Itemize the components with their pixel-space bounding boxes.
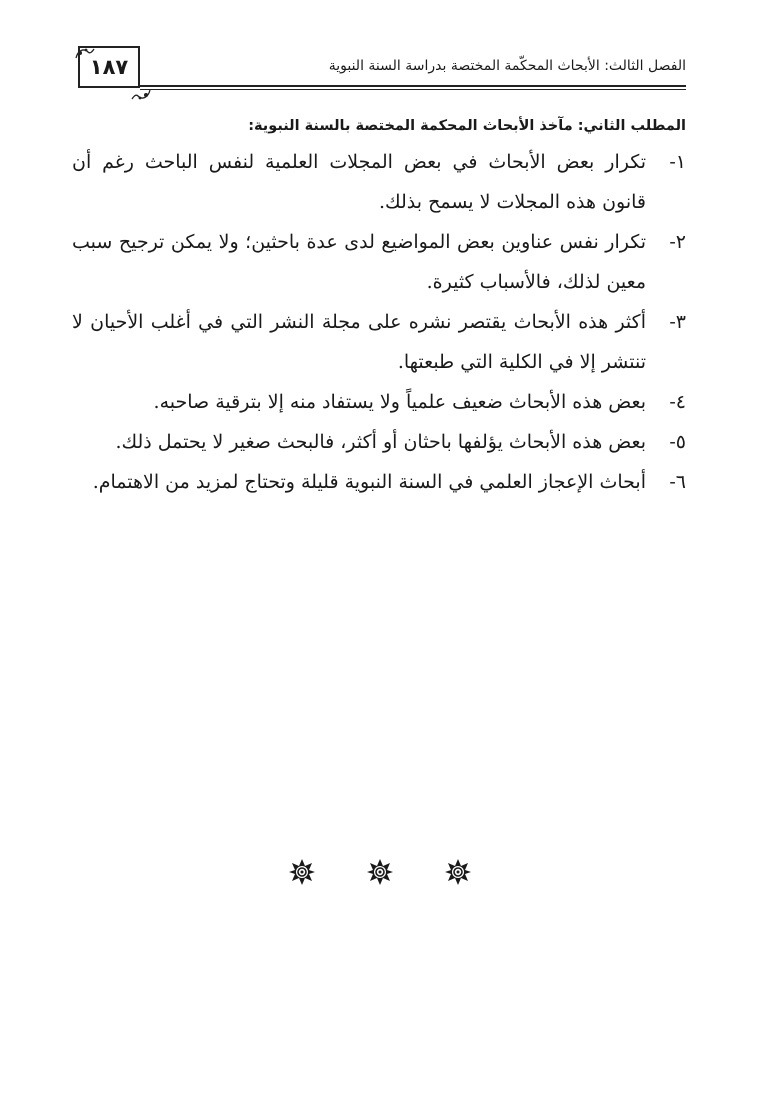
criticism-list bbox=[72, 142, 686, 502]
list-item bbox=[72, 462, 686, 502]
list-item-text: بعض هذه الأبحاث ضعيف علمياً ولا يستفاد منه إلا بترقية صاحبه. bbox=[153, 391, 646, 413]
section-heading: المطلب الثاني: مآخذ الأبحاث المحكمة المختصة بالسنة النبوية: bbox=[248, 118, 686, 134]
header-rule bbox=[140, 85, 686, 87]
header-rule bbox=[140, 89, 686, 90]
list-item-number: ٢- bbox=[669, 231, 686, 253]
list-item-text: أكثر هذه الأبحاث يقتصر نشره على مجلة النشر التي في أغلب الأحيان لا تنتشر إلا في الكلية التي طبعتها. bbox=[72, 311, 646, 373]
star-ornament-icon bbox=[366, 858, 394, 886]
list-item bbox=[72, 302, 686, 382]
running-title: الفصل الثالث: الأبحاث المحكّمة المختصة بدراسة السنة النبوية bbox=[328, 58, 686, 74]
section-end-divider bbox=[0, 858, 760, 886]
list-item-text: بعض هذه الأبحاث يؤلفها باحثان أو أكثر، فالبحث صغير لا يحتمل ذلك. bbox=[115, 431, 646, 453]
list-item-text: تكرار بعض الأبحاث في بعض المجلات العلمية لنفس الباحث رغم أن قانون هذه المجلات لا يسمح بذلك. bbox=[72, 151, 646, 213]
page-number: ١٨٧ bbox=[89, 55, 129, 79]
list-item bbox=[72, 222, 686, 302]
list-item bbox=[72, 142, 686, 222]
page-number-box bbox=[78, 46, 140, 88]
page-header bbox=[74, 40, 686, 94]
list-item-number: ٦- bbox=[669, 471, 686, 493]
list-item-number: ٣- bbox=[669, 311, 686, 333]
list-item-number: ٤- bbox=[669, 391, 686, 413]
list-item-number: ٥- bbox=[669, 431, 686, 453]
list-item-text: تكرار نفس عناوين بعض المواضيع لدى عدة باحثين؛ ولا يمكن ترجيح سبب معين لذلك، فالأسباب كثيرة. bbox=[72, 231, 646, 293]
star-ornament-icon bbox=[288, 858, 316, 886]
list-item bbox=[72, 422, 686, 462]
star-ornament-icon bbox=[444, 858, 472, 886]
list-item-number: ١- bbox=[669, 151, 686, 173]
list-item-text: أبحاث الإعجاز العلمي في السنة النبوية قليلة وتحتاج لمزيد من الاهتمام. bbox=[92, 471, 646, 493]
list-item bbox=[72, 382, 686, 422]
main-content bbox=[72, 118, 686, 502]
floral-ornament-icon bbox=[74, 46, 96, 62]
